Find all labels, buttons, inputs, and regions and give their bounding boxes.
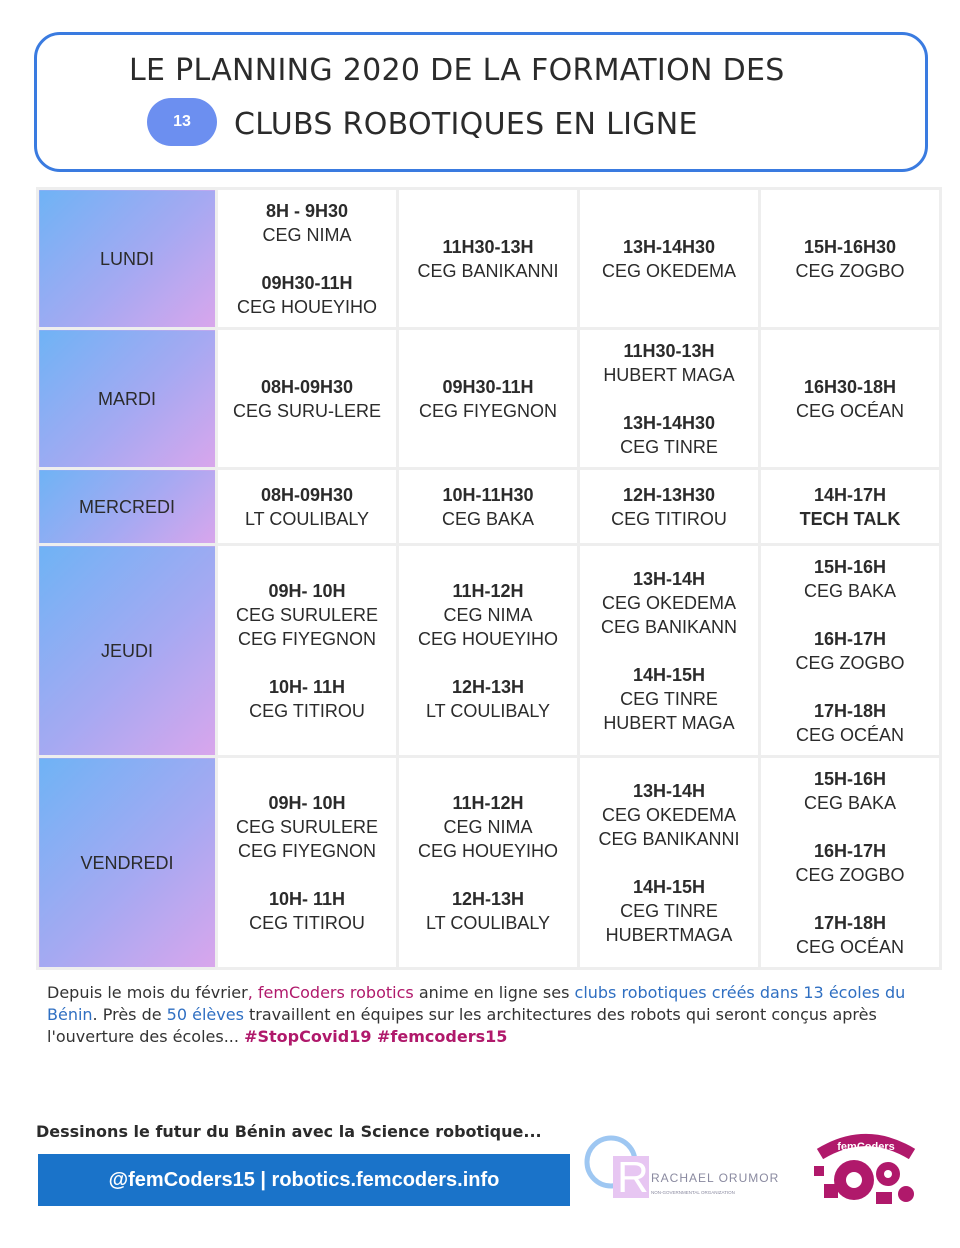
session-school: CEG ZOGBO <box>795 652 905 673</box>
schedule-cell <box>760 189 941 329</box>
session-spacer <box>761 603 939 627</box>
schedule-cell <box>760 757 941 969</box>
session-school: CEG OCÉAN <box>795 724 905 745</box>
session-time: 11H30-13H <box>442 236 534 257</box>
desc-students: 50 élèves <box>166 1005 244 1024</box>
session-time: 10H- 11H <box>268 888 346 909</box>
session-time: 13H-14H <box>632 780 706 801</box>
schedule-cell <box>217 329 398 469</box>
hashtags: #StopCovid19 #femcoders15 <box>244 1027 508 1046</box>
session-school: CEG TINRE <box>620 900 718 921</box>
schedule-row <box>38 189 941 329</box>
schedule-cell <box>579 757 760 969</box>
session-time: 13H-14H <box>632 568 706 589</box>
desc-text-2: anime en ligne ses <box>413 983 575 1002</box>
session-school: CEG OKEDEMA <box>601 592 737 613</box>
schedule-cell <box>398 329 579 469</box>
femcoders-logo <box>806 1124 926 1214</box>
session-spacer <box>218 247 396 271</box>
session-school: CEG OCÉAN <box>795 936 905 957</box>
session-school: CEG OCÉAN <box>795 400 905 421</box>
session-time: 12H-13H <box>451 676 525 697</box>
session-time: 11H-12H <box>452 792 524 813</box>
session-time: 09H- 10H <box>268 580 346 601</box>
desc-brand: , femCoders robotics <box>247 983 414 1002</box>
session-school: CEG ZOGBO <box>795 864 905 885</box>
session-school: CEG HOUEYIHO <box>417 840 559 861</box>
day-label: MARDI <box>38 329 217 469</box>
session-spacer <box>761 815 939 839</box>
count-badge: 13 <box>147 98 217 146</box>
session-school: CEG TITIROU <box>249 700 365 721</box>
session-time: 09H30-11H <box>261 272 353 293</box>
schedule-cell <box>579 329 760 469</box>
session-school: CEG BANIKANNI <box>417 260 559 281</box>
session-time: 14H-15H <box>632 876 706 897</box>
session-school: HUBERTMAGA <box>605 924 733 945</box>
schedule-cell <box>579 469 760 545</box>
logo1-sub: NON-GOVERNMENTAL ORGANIZATION <box>651 1190 735 1195</box>
slogan: Dessinons le futur du Bénin avec la Science robotique... <box>36 1122 542 1141</box>
session-school: CEG NIMA <box>443 604 533 625</box>
session-time: 15H-16H <box>813 768 887 789</box>
schedule-cell <box>217 469 398 545</box>
rachael-orumor-logo <box>583 1126 783 1206</box>
session-time: 17H-18H <box>813 912 887 933</box>
session-spacer <box>218 651 396 675</box>
day-label: MERCREDI <box>38 469 217 545</box>
session-school: CEG SURU-LERE <box>232 400 382 421</box>
session-time: 16H30-18H <box>803 376 897 397</box>
description-paragraph <box>47 982 927 1048</box>
session-school: CEG TINRE <box>620 688 718 709</box>
session-spacer <box>761 887 939 911</box>
session-time: 16H-17H <box>813 628 887 649</box>
session-time: 11H-12H <box>452 580 524 601</box>
session-school: CEG BAKA <box>441 508 535 529</box>
session-spacer <box>399 651 577 675</box>
page-title-line-1: LE PLANNING 2020 DE LA FORMATION DES <box>129 53 785 88</box>
session-time: 15H-16H30 <box>803 236 897 257</box>
session-school: CEG NIMA <box>262 224 352 245</box>
day-label: JEUDI <box>38 545 217 757</box>
session-school: CEG ZOGBO <box>795 260 905 281</box>
session-time: 08H-09H30 <box>260 376 354 397</box>
session-school: CEG HOUEYIHO <box>236 296 378 317</box>
logo2-text: femCoders <box>837 1141 895 1153</box>
session-time: 11H30-13H <box>623 340 715 361</box>
schedule-row <box>38 469 941 545</box>
session-time: 17H-18H <box>813 700 887 721</box>
logo1-letter: R <box>617 1153 649 1202</box>
session-school: CEG TITIROU <box>249 912 365 933</box>
session-time: 09H30-11H <box>442 376 534 397</box>
schedule-cell <box>217 757 398 969</box>
session-school: TECH TALK <box>799 508 901 529</box>
session-school: CEG BANIKANN <box>600 616 738 637</box>
session-school: CEG TINRE <box>620 436 718 457</box>
session-time: 12H-13H <box>451 888 525 909</box>
session-school: CEG NIMA <box>443 816 533 837</box>
session-time: 13H-14H30 <box>622 412 716 433</box>
session-school: CEG SURULERE <box>235 816 379 837</box>
session-school: CEG FIYEGNON <box>418 400 557 421</box>
schedule-cell <box>217 545 398 757</box>
session-time: 09H- 10H <box>268 792 346 813</box>
schedule-cell <box>217 189 398 329</box>
title-frame <box>34 32 928 172</box>
session-spacer <box>580 387 758 411</box>
schedule-row <box>38 329 941 469</box>
session-school: HUBERT MAGA <box>603 364 735 385</box>
session-time: 13H-14H30 <box>622 236 716 257</box>
desc-clubs: clubs robotiques créés dans 13 écoles du Bénin <box>47 983 906 1024</box>
session-school: CEG BAKA <box>803 792 897 813</box>
session-school: CEG TITIROU <box>611 508 727 529</box>
schedule-cell <box>760 469 941 545</box>
day-label: VENDREDI <box>38 757 217 969</box>
session-time: 10H-11H30 <box>442 484 534 505</box>
session-school: CEG FIYEGNON <box>237 628 376 649</box>
session-school: LT COULIBALY <box>244 508 370 529</box>
session-time: 10H- 11H <box>268 676 346 697</box>
schedule-cell <box>760 329 941 469</box>
schedule-cell <box>398 189 579 329</box>
session-spacer <box>580 851 758 875</box>
session-school: CEG SURULERE <box>235 604 379 625</box>
session-time: 16H-17H <box>813 840 887 861</box>
session-school: CEG BAKA <box>803 580 897 601</box>
session-school: LT COULIBALY <box>425 912 551 933</box>
schedule-cell <box>579 189 760 329</box>
desc-text-4: travaillent en équipes sur les architectures des robots qui seront conçus après l'ouverture des écoles... <box>47 1005 877 1046</box>
schedule-cell <box>398 757 579 969</box>
session-time: 12H-13H30 <box>622 484 716 505</box>
session-school: CEG HOUEYIHO <box>417 628 559 649</box>
schedule-cell <box>760 545 941 757</box>
session-school: CEG OKEDEMA <box>601 260 737 281</box>
session-school: CEG BANIKANNI <box>598 828 740 849</box>
session-time: 8H - 9H30 <box>265 200 349 221</box>
session-school: HUBERT MAGA <box>603 712 735 733</box>
logo1-name: RACHAEL ORUMOR <box>651 1171 780 1185</box>
session-time: 08H-09H30 <box>260 484 354 505</box>
schedule-table <box>36 187 942 970</box>
contact-bar[interactable]: @femCoders15 | robotics.femcoders.info <box>38 1154 570 1206</box>
schedule-cell <box>398 469 579 545</box>
session-spacer <box>399 863 577 887</box>
session-time: 14H-15H <box>632 664 706 685</box>
session-time: 15H-16H <box>813 556 887 577</box>
session-school: CEG FIYEGNON <box>237 840 376 861</box>
session-spacer <box>761 675 939 699</box>
desc-text-1: Depuis le mois du février <box>47 983 248 1002</box>
schedule-cell <box>579 545 760 757</box>
schedule-cell <box>398 545 579 757</box>
session-time: 14H-17H <box>813 484 887 505</box>
session-spacer <box>218 863 396 887</box>
page-title-line-2: CLUBS ROBOTIQUES EN LIGNE <box>234 107 698 142</box>
schedule-row <box>38 757 941 969</box>
session-school: CEG OKEDEMA <box>601 804 737 825</box>
schedule-row <box>38 545 941 757</box>
session-spacer <box>580 639 758 663</box>
desc-text-3: . Près de <box>92 1005 167 1024</box>
day-label: LUNDI <box>38 189 217 329</box>
session-school: LT COULIBALY <box>425 700 551 721</box>
